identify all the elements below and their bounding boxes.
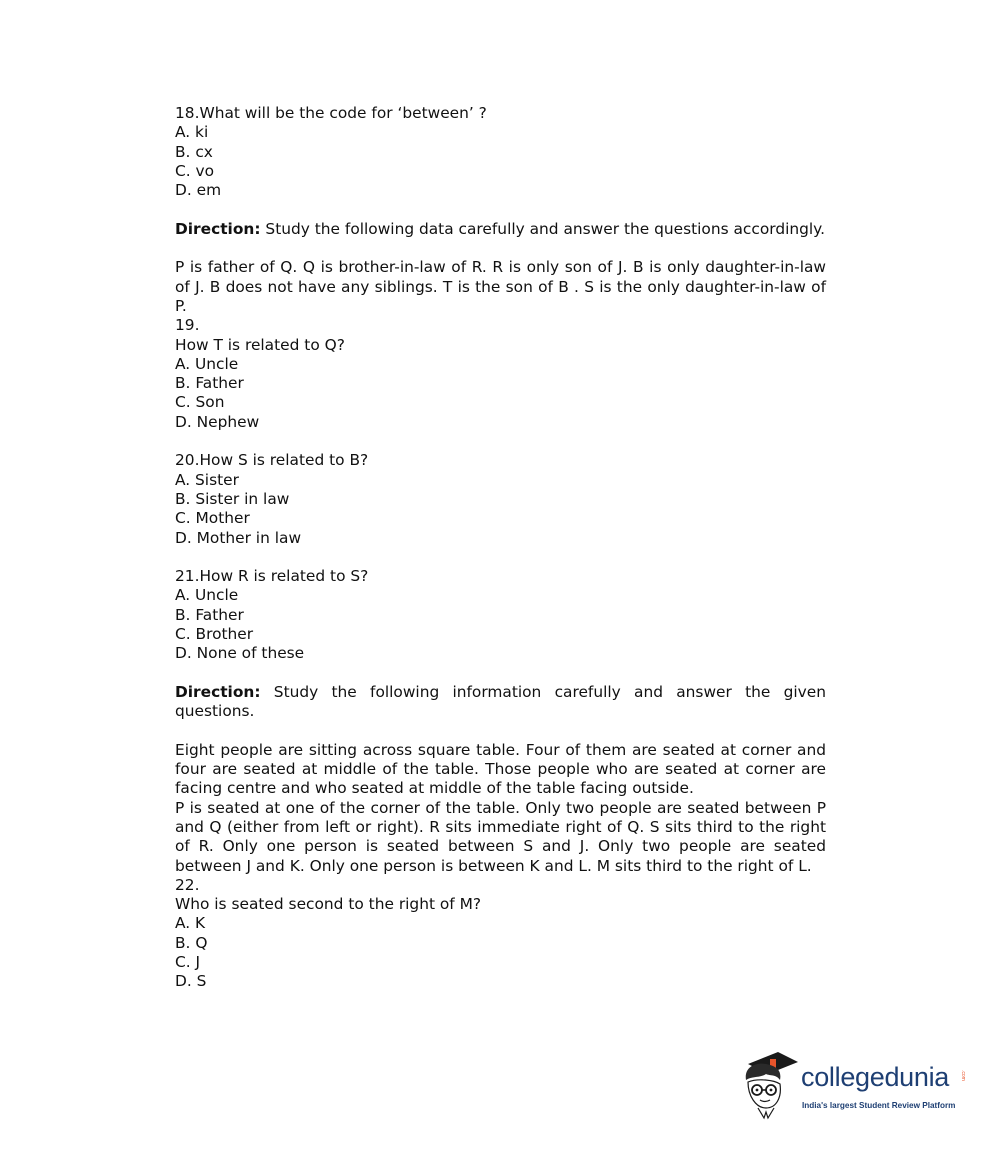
direction-2 <box>175 683 826 722</box>
question-20: 20.How S is related to B? <box>175 451 369 470</box>
q22-option-b: B. Q <box>175 933 208 952</box>
q21-option-d: D. None of these <box>175 644 305 663</box>
direction-text: Study the following information carefully and answer the given questions. <box>175 682 826 721</box>
logo-domain: .com <box>960 1070 966 1081</box>
q22-option-d: D. S <box>175 972 207 991</box>
passage-blood-relation: P is father of Q. Q is brother-in-law of R. R is only son of J. B is only daughter-in-law of J. B does not have any siblings. T is the son of B . S is the only daughter-in-law of P. <box>175 258 826 315</box>
q19-option-a: A. Uncle <box>175 354 239 373</box>
q21-option-c: C. Brother <box>175 625 254 644</box>
q19-option-d: D. Nephew <box>175 412 260 431</box>
question-22-number: 22. <box>175 875 200 894</box>
graduate-mascot-icon <box>740 1046 802 1126</box>
q20-option-b: B. Sister in law <box>175 489 290 508</box>
logo-wordmark: collegedunia <box>801 1062 950 1092</box>
direction-label: Direction: <box>175 682 261 701</box>
q20-option-c: C. Mother <box>175 509 250 528</box>
q20-option-a: A. Sister <box>175 470 239 489</box>
q19-option-b: B. Father <box>175 374 244 393</box>
question-19: How T is related to Q? <box>175 335 345 354</box>
direction-label: Direction: <box>175 219 261 238</box>
logo-tagline: India's largest Student Review Platform <box>802 1101 956 1110</box>
question-19-number: 19. <box>175 316 200 335</box>
q22-option-a: A. K <box>175 914 206 933</box>
q21-option-b: B. Father <box>175 605 244 624</box>
q21-option-a: A. Uncle <box>175 586 239 605</box>
question-22: Who is seated second to the right of M? <box>175 895 482 914</box>
document-page <box>175 104 826 992</box>
passage-seating-intro: Eight people are sitting across square table. Four of them are seated at corner and four are seated at middle of the table. Those people who are seated at corner are facing centre and who seated at middle of the table facing outside. <box>175 740 826 798</box>
passage-seating-clues: P is seated at one of the corner of the table. Only two people are seated between P and Q (either from left or right). R sits immediate right of Q. S sits third to the right of R. Only one person is seated between S and J. Only two people are seated between J and K. Only one person is between K and L. M sits third to the right of L. <box>175 798 826 875</box>
direction-text: Study the following data carefully and answer the questions accordingly. <box>260 219 825 238</box>
q18-option-c: C. vo <box>175 161 215 180</box>
q22-option-c: C. J <box>175 953 201 972</box>
direction-1 <box>175 220 826 239</box>
question-18: 18.What will be the code for ‘between’ ? <box>175 104 487 122</box>
q18-option-d: D. em <box>175 181 222 200</box>
question-21: 21.How R is related to S? <box>175 567 369 586</box>
q20-option-d: D. Mother in law <box>175 528 302 547</box>
q19-option-c: C. Son <box>175 393 225 412</box>
collegedunia-logo[interactable] <box>740 1046 970 1126</box>
q18-option-b: B. cx <box>175 142 213 161</box>
q18-option-a: A. ki <box>175 123 209 142</box>
